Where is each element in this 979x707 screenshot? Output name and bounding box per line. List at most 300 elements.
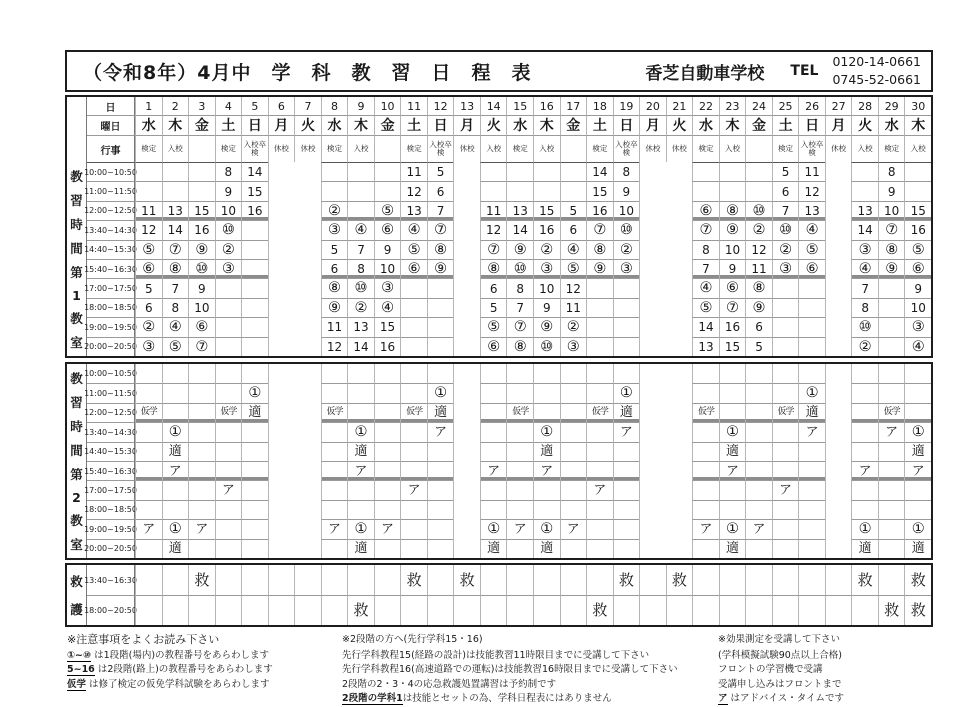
event: 入校 xyxy=(347,135,374,162)
schedule-cell xyxy=(453,162,480,181)
schedule-cell: 適 xyxy=(904,539,931,558)
schedule-cell: 11 xyxy=(745,259,772,278)
schedule-cell: 9 xyxy=(613,181,640,200)
schedule-cell: 5 xyxy=(745,337,772,356)
schedule-cell xyxy=(135,383,162,402)
schedule-cell xyxy=(666,220,693,239)
schedule-cell xyxy=(400,383,427,402)
schedule-cell xyxy=(268,519,295,538)
schedule-cell: 10 xyxy=(904,298,931,317)
note-line: (学科模擬試験90点以上合格) xyxy=(718,649,843,661)
schedule-cell xyxy=(321,442,348,461)
schedule-cell xyxy=(639,162,666,181)
notes-middle-title: ※2段階の方へ(先行学科15・16) xyxy=(342,634,483,645)
schedule-cell xyxy=(506,383,533,402)
schedule-cell xyxy=(825,364,852,383)
schedule-cell xyxy=(825,201,852,220)
time-label: 18:00~18:50 xyxy=(87,298,135,317)
schedule-cell xyxy=(188,461,215,480)
schedule-cell: 5 xyxy=(560,201,587,220)
schedule-cell: ④ xyxy=(162,317,189,336)
notes-left-title: ※注意事項をよくお読み下さい xyxy=(67,633,220,646)
schedule-cell xyxy=(586,317,613,336)
schedule-cell xyxy=(374,442,401,461)
schedule-cell: ④ xyxy=(851,259,878,278)
schedule-cell: ⑦ xyxy=(506,317,533,336)
schedule-cell: 6 xyxy=(772,181,799,200)
schedule-cell xyxy=(825,500,852,519)
schedule-cell: 11 xyxy=(321,317,348,336)
note-line: 先行学科教程15(経路の設計)は技能教習11時限目までに受講して下さい xyxy=(342,649,650,661)
schedule-cell: 13 xyxy=(798,201,825,220)
schedule-cell xyxy=(666,519,693,538)
schedule-cell xyxy=(613,298,640,317)
time-label: 11:00~11:50 xyxy=(87,383,135,402)
weekday: 土 xyxy=(586,115,613,135)
schedule-cell xyxy=(480,500,507,519)
note-line: 仮学 は修了検定の仮免学科試験をあらわします xyxy=(67,678,270,690)
schedule-cell xyxy=(400,595,427,625)
schedule-cell xyxy=(294,278,321,297)
weekday: 金 xyxy=(560,115,587,135)
schedule-cell: ③ xyxy=(135,337,162,356)
schedule-cell: ⑨ xyxy=(745,298,772,317)
schedule-cell xyxy=(772,539,799,558)
event: 検定 xyxy=(878,135,905,162)
schedule-cell: 7 xyxy=(506,298,533,317)
schedule-cell xyxy=(453,240,480,259)
schedule-cell xyxy=(904,403,931,422)
schedule-cell xyxy=(666,317,693,336)
schedule-cell xyxy=(825,480,852,499)
day-number: 24 xyxy=(745,97,772,115)
schedule-cell xyxy=(480,422,507,441)
schedule-cell xyxy=(453,220,480,239)
weekday: 水 xyxy=(878,115,905,135)
schedule-cell: 仮学 xyxy=(772,403,799,422)
schedule-cell: 仮学 xyxy=(692,403,719,422)
notes-right-column xyxy=(718,633,940,707)
schedule-cell xyxy=(241,480,268,499)
schedule-cell xyxy=(400,539,427,558)
schedule-cell xyxy=(400,278,427,297)
schedule-cell xyxy=(719,364,746,383)
schedule-cell: 適 xyxy=(851,539,878,558)
day-number: 12 xyxy=(427,97,454,115)
schedule-cell xyxy=(400,519,427,538)
schedule-cell xyxy=(294,364,321,383)
weekday: 土 xyxy=(772,115,799,135)
schedule-cell: ア xyxy=(321,519,348,538)
schedule-cell: ① xyxy=(162,519,189,538)
schedule-cell xyxy=(878,461,905,480)
schedule-cell xyxy=(533,595,560,625)
schedule-cell xyxy=(904,383,931,402)
schedule-cell xyxy=(692,461,719,480)
schedule-cell xyxy=(692,480,719,499)
schedule-cell xyxy=(268,461,295,480)
schedule-cell: ア xyxy=(586,480,613,499)
schedule-cell: ① xyxy=(719,519,746,538)
schedule-cell xyxy=(692,500,719,519)
schedule-cell xyxy=(162,383,189,402)
weekday: 月 xyxy=(639,115,666,135)
schedule-cell xyxy=(347,403,374,422)
schedule-cell xyxy=(560,422,587,441)
event xyxy=(188,135,215,162)
schedule-cell xyxy=(453,422,480,441)
schedule-cell xyxy=(374,461,401,480)
schedule-cell xyxy=(719,383,746,402)
schedule-cell xyxy=(453,383,480,402)
schedule-cell: 5 xyxy=(427,162,454,181)
schedule-cell xyxy=(427,442,454,461)
schedule-cell xyxy=(560,461,587,480)
schedule-cell: 15 xyxy=(719,337,746,356)
notes-middle-items xyxy=(342,649,714,707)
note-emphasis: 2段階の学科1 xyxy=(342,693,403,704)
schedule-cell xyxy=(241,565,268,595)
schedule-cell xyxy=(666,500,693,519)
day-number: 29 xyxy=(878,97,905,115)
schedule-cell xyxy=(321,480,348,499)
schedule-cell xyxy=(506,480,533,499)
schedule-cell: 9 xyxy=(188,278,215,297)
schedule-cell: 14 xyxy=(506,220,533,239)
schedule-cell xyxy=(825,240,852,259)
schedule-cell: ⑩ xyxy=(613,220,640,239)
schedule-cell xyxy=(453,500,480,519)
time-label: 12:00~12:50 xyxy=(87,403,135,422)
schedule-cell: ア xyxy=(374,519,401,538)
schedule-cell xyxy=(241,364,268,383)
schedule-cell xyxy=(268,298,295,317)
schedule-cell xyxy=(851,595,878,625)
note-line: 受講申し込みはフロントまで xyxy=(718,678,842,690)
schedule-cell xyxy=(719,181,746,200)
schedule-cell xyxy=(772,500,799,519)
schedule-cell xyxy=(825,403,852,422)
schedule-cell: 9 xyxy=(719,259,746,278)
schedule-cell: ④ xyxy=(347,220,374,239)
schedule-cell xyxy=(560,181,587,200)
day-number: 21 xyxy=(666,97,693,115)
page-title: （令和8年）4月中 学 科 教 習 日 程 表 xyxy=(83,61,532,84)
schedule-cell xyxy=(480,162,507,181)
schedule-cell: 11 xyxy=(400,162,427,181)
schedule-cell: ⑥ xyxy=(904,259,931,278)
schedule-cell xyxy=(400,317,427,336)
schedule-cell xyxy=(692,595,719,625)
note-emphasis: 5~16 xyxy=(67,664,95,675)
weekday: 金 xyxy=(745,115,772,135)
schedule-cell xyxy=(639,500,666,519)
title-bar xyxy=(65,50,933,92)
schedule-cell xyxy=(453,337,480,356)
schedule-cell: 14 xyxy=(347,337,374,356)
schedule-cell xyxy=(480,565,507,595)
schedule-cell: ⑩ xyxy=(188,259,215,278)
time-label: 14:40~15:30 xyxy=(87,442,135,461)
schedule-cell xyxy=(162,480,189,499)
schedule-cell xyxy=(798,298,825,317)
schedule-cell xyxy=(692,539,719,558)
schedule-cell xyxy=(321,565,348,595)
day-number: 25 xyxy=(772,97,799,115)
schedule-cell xyxy=(851,422,878,441)
schedule-cell xyxy=(135,565,162,595)
note-line: ア はアドバイス・タイムです xyxy=(718,693,845,704)
schedule-cell: 9 xyxy=(533,298,560,317)
schedule-cell xyxy=(135,500,162,519)
weekday-row-label: 曜日 xyxy=(87,115,135,135)
weekday: 月 xyxy=(825,115,852,135)
schedule-cell: 適 xyxy=(427,403,454,422)
schedule-cell: 適 xyxy=(162,442,189,461)
schedule-cell xyxy=(480,383,507,402)
time-label: 14:40~15:30 xyxy=(87,240,135,259)
schedule-cell xyxy=(506,162,533,181)
schedule-cell xyxy=(772,519,799,538)
schedule-cell: 適 xyxy=(347,539,374,558)
schedule-cell: ⑧ xyxy=(878,240,905,259)
schedule-cell: 救 xyxy=(453,565,480,595)
event: 検定 xyxy=(400,135,427,162)
schedule-cell xyxy=(215,317,242,336)
schedule-cell xyxy=(506,442,533,461)
schedule-cell: 14 xyxy=(692,317,719,336)
schedule-cell xyxy=(666,595,693,625)
schedule-cell xyxy=(825,383,852,402)
schedule-cell: ⑦ xyxy=(878,220,905,239)
schedule-cell xyxy=(135,480,162,499)
schedule-cell: 5 xyxy=(135,278,162,297)
schedule-cell xyxy=(533,500,560,519)
schedule-cell xyxy=(427,337,454,356)
schedule-cell xyxy=(480,364,507,383)
schedule-cell: 6 xyxy=(135,298,162,317)
schedule-cell xyxy=(241,539,268,558)
schedule-cell xyxy=(798,337,825,356)
schedule-cell xyxy=(613,539,640,558)
schedule-cell xyxy=(374,403,401,422)
schedule-cell xyxy=(453,595,480,625)
schedule-cell: 16 xyxy=(533,220,560,239)
schedule-cell xyxy=(241,220,268,239)
schedule-cell xyxy=(745,403,772,422)
first-aid-section xyxy=(65,563,933,627)
schedule-cell xyxy=(904,364,931,383)
schedule-cell xyxy=(878,565,905,595)
schedule-cell xyxy=(241,240,268,259)
schedule-cell xyxy=(506,422,533,441)
header-strip-spacer xyxy=(67,97,87,162)
day-number: 7 xyxy=(294,97,321,115)
schedule-cell: ⑧ xyxy=(745,278,772,297)
schedule-cell xyxy=(453,539,480,558)
schedule-cell xyxy=(745,595,772,625)
notes-right-title: ※効果測定を受講して下さい xyxy=(718,634,840,645)
schedule-cell xyxy=(586,519,613,538)
schedule-cell: ⑧ xyxy=(427,240,454,259)
schedule-cell xyxy=(639,422,666,441)
schedule-cell xyxy=(798,500,825,519)
schedule-cell xyxy=(480,403,507,422)
schedule-cell: 7 xyxy=(162,278,189,297)
tel-label: TEL xyxy=(790,63,819,79)
schedule-cell xyxy=(798,364,825,383)
note-line: 2段階の2・3・4の応急救護処置講習は予約制です xyxy=(342,678,557,690)
schedule-cell xyxy=(719,162,746,181)
schedule-cell xyxy=(719,595,746,625)
schedule-cell xyxy=(506,364,533,383)
schedule-cell: ⑦ xyxy=(427,220,454,239)
schedule-cell xyxy=(427,317,454,336)
schedule-cell: ⑤ xyxy=(904,240,931,259)
schedule-cell xyxy=(560,595,587,625)
time-label: 10:00~10:50 xyxy=(87,364,135,383)
schedule-cell: 7 xyxy=(347,240,374,259)
schedule-cell xyxy=(719,565,746,595)
schedule-cell xyxy=(639,337,666,356)
schedule-cell: ア xyxy=(427,422,454,441)
schedule-cell xyxy=(586,422,613,441)
schedule-cell: ⑨ xyxy=(586,259,613,278)
schedule-cell: ⑤ xyxy=(162,337,189,356)
schedule-cell xyxy=(692,442,719,461)
schedule-cell: ⑨ xyxy=(878,259,905,278)
schedule-cell xyxy=(560,565,587,595)
schedule-cell: 仮学 xyxy=(506,403,533,422)
schedule-cell xyxy=(745,461,772,480)
schedule-cell xyxy=(878,539,905,558)
schedule-cell xyxy=(453,181,480,200)
schedule-cell xyxy=(825,220,852,239)
weekday: 火 xyxy=(294,115,321,135)
schedule-cell: ① xyxy=(613,383,640,402)
schedule-cell xyxy=(666,403,693,422)
schedule-cell: ⑧ xyxy=(506,337,533,356)
schedule-cell xyxy=(321,162,348,181)
schedule-cell: ⑧ xyxy=(162,259,189,278)
note-line: 2段階の学科1は技能とセットの為、学科日程表にはありません xyxy=(342,693,612,704)
schedule-cell: 適 xyxy=(533,442,560,461)
schedule-cell xyxy=(268,278,295,297)
schedule-cell: ア xyxy=(560,519,587,538)
schedule-cell xyxy=(294,539,321,558)
schedule-cell xyxy=(798,317,825,336)
day-number: 14 xyxy=(480,97,507,115)
schedule-cell xyxy=(692,181,719,200)
schedule-cell xyxy=(533,403,560,422)
schedule-cell xyxy=(825,181,852,200)
schedule-cell: ⑩ xyxy=(533,337,560,356)
schedule-cell xyxy=(613,480,640,499)
schedule-cell xyxy=(294,480,321,499)
time-label: 15:40~16:30 xyxy=(87,461,135,480)
weekday: 木 xyxy=(162,115,189,135)
event: 入校 xyxy=(480,135,507,162)
day-number: 15 xyxy=(506,97,533,115)
schedule-cell xyxy=(347,565,374,595)
schedule-cell: 適 xyxy=(719,442,746,461)
schedule-cell xyxy=(586,539,613,558)
schedule-cell xyxy=(719,500,746,519)
schedule-cell xyxy=(639,403,666,422)
schedule-cell: ア xyxy=(692,519,719,538)
schedule-cell: ⑤ xyxy=(692,298,719,317)
school-name: 香芝自動車学校 xyxy=(645,63,765,84)
schedule-cell xyxy=(347,480,374,499)
schedule-cell xyxy=(453,403,480,422)
weekday: 水 xyxy=(506,115,533,135)
schedule-cell xyxy=(745,364,772,383)
schedule-cell xyxy=(613,519,640,538)
schedule-cell xyxy=(745,565,772,595)
schedule-cell: 救 xyxy=(878,595,905,625)
schedule-cell xyxy=(798,595,825,625)
schedule-cell: 救 xyxy=(188,565,215,595)
schedule-cell: 仮学 xyxy=(400,403,427,422)
weekday: 金 xyxy=(374,115,401,135)
schedule-cell xyxy=(745,422,772,441)
schedule-cell xyxy=(453,298,480,317)
schedule-cell: 仮学 xyxy=(215,403,242,422)
schedule-cell: 適 xyxy=(533,539,560,558)
schedule-cell xyxy=(188,480,215,499)
schedule-cell xyxy=(374,500,401,519)
schedule-cell xyxy=(586,364,613,383)
day-number: 30 xyxy=(904,97,931,115)
schedule-cell xyxy=(400,500,427,519)
time-label: 17:00~17:50 xyxy=(87,480,135,499)
schedule-cell xyxy=(666,422,693,441)
schedule-cell xyxy=(188,595,215,625)
schedule-cell: ア xyxy=(347,461,374,480)
schedule-cell xyxy=(294,519,321,538)
schedule-cell xyxy=(321,539,348,558)
schedule-cell xyxy=(321,383,348,402)
schedule-cell: ア xyxy=(772,480,799,499)
note-emphasis: ア xyxy=(718,693,728,704)
schedule-cell: ① xyxy=(162,422,189,441)
schedule-cell xyxy=(135,595,162,625)
schedule-cell xyxy=(268,201,295,220)
schedule-cell: 10 xyxy=(878,201,905,220)
event: 検定 xyxy=(692,135,719,162)
schedule-cell xyxy=(188,500,215,519)
schedule-cell xyxy=(772,337,799,356)
schedule-cell: ⑧ xyxy=(586,240,613,259)
schedule-cell xyxy=(506,539,533,558)
notes-right-items xyxy=(718,649,940,707)
schedule-cell xyxy=(772,461,799,480)
schedule-cell xyxy=(666,337,693,356)
schedule-cell: ④ xyxy=(798,220,825,239)
schedule-cell: ア xyxy=(745,519,772,538)
day-number: 10 xyxy=(374,97,401,115)
event: 入校 xyxy=(162,135,189,162)
schedule-cell: 13 xyxy=(162,201,189,220)
schedule-cell: ② xyxy=(347,298,374,317)
schedule-cell: ⑦ xyxy=(162,240,189,259)
schedule-cell: ① xyxy=(241,383,268,402)
schedule-cell xyxy=(162,595,189,625)
schedule-cell: ⑩ xyxy=(215,220,242,239)
schedule-cell: ③ xyxy=(851,240,878,259)
schedule-cell xyxy=(772,422,799,441)
schedule-cell xyxy=(666,461,693,480)
